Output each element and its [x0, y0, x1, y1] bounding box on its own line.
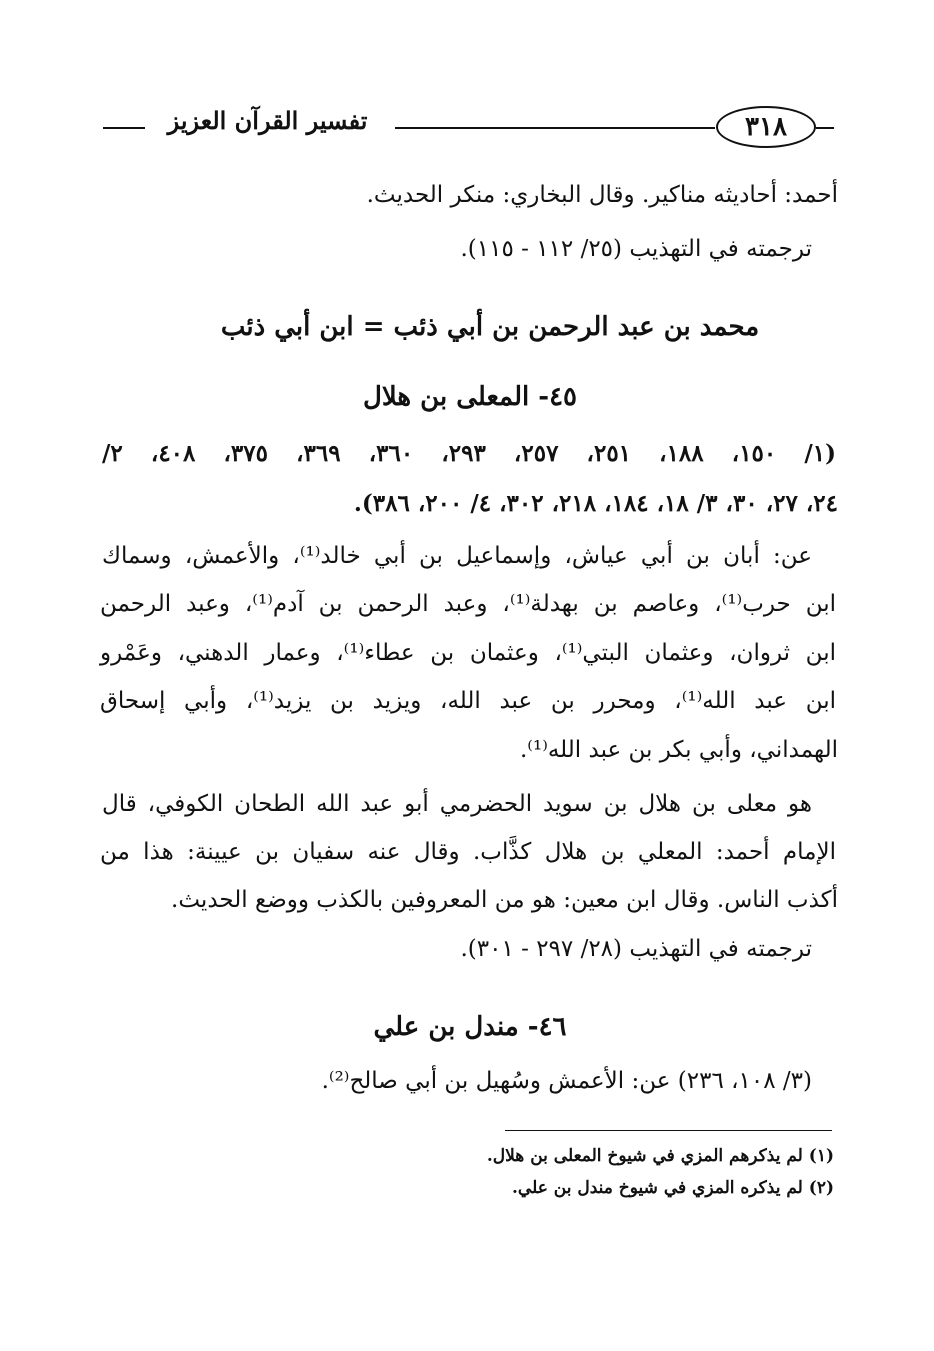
text-line: الهمداني، وأبي بكر بن عبد الله⁽¹⁾.	[519, 737, 838, 763]
header-rule-middle	[395, 127, 715, 129]
text-line: ابن حرب⁽¹⁾، وعاصم بن بهدلة⁽¹⁾، وعبد الرحمن بن آدم⁽¹⁾، وعبد الرحمن	[100, 591, 837, 617]
text-line: أحمد: أحاديثه مناكير. وقال البخاري: منكر الحديث.	[366, 182, 838, 208]
text-line: ترجمته في التهذيب (٢٥/ ١١٢ - ١١٥).	[460, 236, 812, 262]
text-line: عن: أبان بن أبي عياش، وإسماعيل بن أبي خالد⁽¹⁾، والأعمش، وسماك	[102, 543, 813, 569]
header-rule-left	[103, 127, 145, 129]
text-line: ترجمته في التهذيب (٢٨/ ٢٩٧ - ٣٠١).	[460, 936, 812, 962]
entry-heading: ٤٦- مندل بن علي	[373, 1012, 567, 1042]
text-line: الإمام أحمد: المعلي بن هلال كذَّاب. وقال عنه سفيان بن عيينة: هذا من	[100, 839, 836, 865]
text-line: ابن ثروان، وعثمان البتي⁽¹⁾، وعثمان بن عطاء⁽¹⁾، وعمار الدهني، وعَمْرو	[100, 640, 836, 666]
text-line: ابن عبد الله⁽¹⁾، ومحرر بن عبد الله، ويزيد بن يزيد⁽¹⁾، وأبي إسحاق	[100, 688, 837, 714]
footnote-rule	[505, 1130, 832, 1131]
reference-line: (١/ ١٥٠، ١٨٨، ٢٥١، ٢٥٧، ٢٩٣، ٣٦٠، ٣٦٩، ٣٧٥، ٤٠٨، ٢/	[102, 440, 837, 467]
page-number: ٣١٨	[716, 106, 816, 148]
header-rule-right	[816, 127, 834, 129]
section-heading: محمد بن عبد الرحمن بن أبي ذئب = ابن أبي ذئب	[220, 312, 760, 342]
text-line: هو معلى بن هلال بن سويد الحضرمي أبو عبد الله الطحان الكوفي، قال	[102, 791, 812, 817]
entry-heading: ٤٥- المعلى بن هلال	[362, 382, 578, 412]
text-line: أكذب الناس. وقال ابن معين: هو من المعروفين بالكذب ووضع الحديث.	[171, 887, 838, 913]
reference-line: ٢٤، ٢٧، ٣٠، ٣/ ١٨، ١٨٤، ٢١٨، ٣٠٢، ٤/ ٢٠٠، ٣٨٦).	[353, 490, 838, 517]
footnote: (١) لم يذكرهم المزي في شيوخ المعلى بن هلال.	[486, 1146, 834, 1166]
footnote: (٢) لم يذكره المزي في شيوخ مندل بن علي.	[512, 1178, 834, 1198]
text-line: (٣/ ١٠٨، ٢٣٦) عن: الأعمش وسُهيل بن أبي صالح⁽²⁾.	[321, 1068, 812, 1094]
running-title: تفسير القرآن العزيز	[167, 106, 368, 135]
